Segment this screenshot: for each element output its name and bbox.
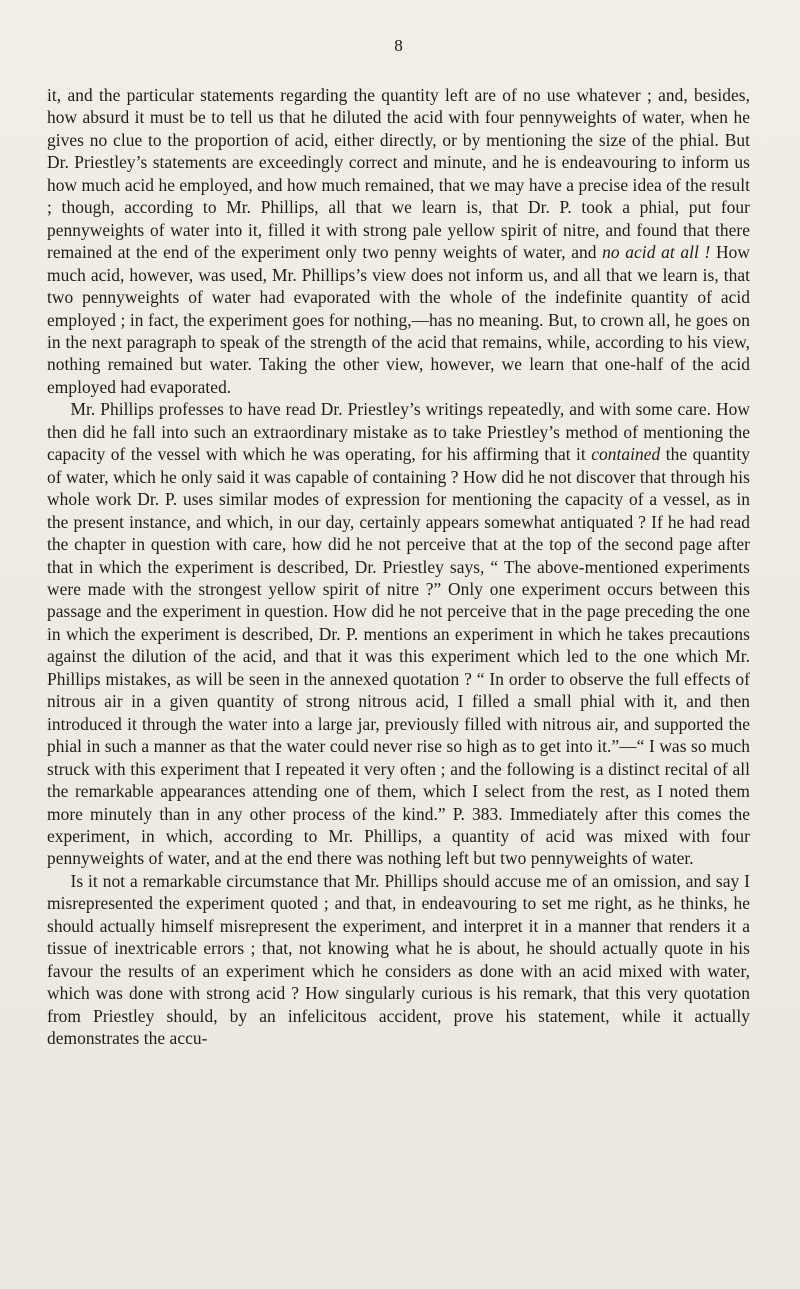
body-text bbox=[47, 84, 750, 1049]
paragraph-3 bbox=[47, 870, 750, 1050]
italic-text-run: contained bbox=[591, 444, 661, 465]
paragraph-2 bbox=[47, 398, 750, 870]
text-run: How much acid, however, was used, Mr. Phillips’s view does not inform us, and all that we learn is, that two pennyweights of water had evaporated with the whole of the indefinite quantity of acid employed ; in fact, the experiment goes for nothing,—has no meaning. But, to crown all, he goes on in the next paragraph to speak of the strength of the acid that remains, while, according to his view, nothing remained but water. Taking the other view, however, we learn that one-half of the acid employed had evaporated. bbox=[47, 242, 750, 397]
text-run: Is it not a remarkable circumstance that Mr. Phillips should accuse me of an omission, and say I misrepresented the experiment quoted ; and that, in endeavouring to set me right, as he thinks, he should actually himself misrepresent the experiment, and interpret it in a manner that renders it a tissue of inextricable errors ; that, not knowing what he is about, he should actually quote in his favour the results of an experiment which he considers as done with an acid mixed with water, which was done with strong acid ? How singularly curious is his remark, that this very quotation from Priestley should, by an infelicitous accident, prove his statement, while it actually demonstrates the accu- bbox=[47, 870, 750, 1049]
italic-text-run: no acid at all ! bbox=[602, 242, 711, 263]
paragraph-1 bbox=[47, 84, 750, 398]
text-run: the quantity of water, which he only said it was capable of containing ? How did he not discover that through his whole work Dr. P. uses similar modes of expression for mentioning the capacity of a vessel, as in the present instance, and which, in our day, certainly appears somewhat antiquated ? If he had read the chapter in question with care, how did he not perceive that at the top of the second page after that in which the experiment is described, Dr. Priestley says, “ The above-mentioned experiments were made with the strongest yellow spirit of nitre ?” Only one experiment occurs between this passage and the experiment in question. How did he not perceive that in the page preceding the one in which the experiment is described, Dr. P. mentions an experiment in which he takes precautions against the dilution of the acid, and that it was this experiment which led to the one which Mr. Phillips mistakes, as will be seen in the annexed quotation ? “ In order to observe the full effects of nitrous air in a given quantity of strong nitrous acid, I filled a small phial with it, and then introduced it through the water into a large jar, previously filled with nitrous air, and supported the phial in such a manner as that the water could never rise so high as to get into it.”—“ I was so much struck with this experiment that I repeated it very often ; and the following is a distinct recital of all the remarkable appearances attending one of them, which I select from the rest, as I noted them more minutely than in any other process of the kind.” P. 383. Immediately after this comes the experiment, in which, according to Mr. Phillips, a quantity of acid was mixed with four pennyweights of water, and at the end there was nothing left but two pennyweights of water. bbox=[47, 444, 750, 869]
text-run: it, and the particular statements regarding the quantity left are of no use whatever ; and, besides, how absurd it must be to tell us that he diluted the acid with four pennyweights of water, when he gives no clue to the proportion of acid, either directly, or by mentioning the size of the phial. But Dr. Priestley’s statements are exceedingly correct and minute, and he is endeavouring to inform us how much acid he employed, and how much remained, that we may have a precise idea of the result ; though, according to Mr. Phillips, all that we learn is, that Dr. P. took a phial, put four pennyweights of water into it, filled it with strong pale yellow spirit of nitre, and found that there remained at the end of the experiment only two penny weights of water, and bbox=[47, 85, 750, 263]
text-run: Mr. Phillips professes to have read Dr. Priestley’s writings repeatedly, and with some care. How then did he fall into such an extraordinary mistake as to take Priestley’s method of mentioning the capacity of the vessel with which he was operating, for his affirming that it bbox=[47, 399, 750, 465]
page-number: 8 bbox=[394, 36, 403, 55]
